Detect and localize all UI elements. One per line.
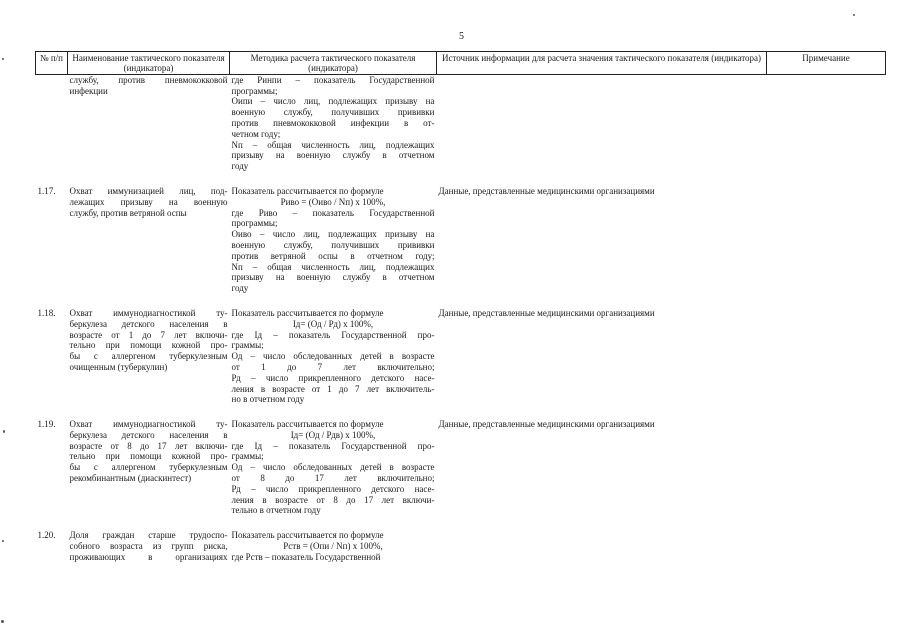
method-line: где Риво – показатель Государственной — [231, 207, 435, 218]
method-line: призыву на военную службу в отчетном — [231, 272, 435, 283]
spacer-cell — [36, 516, 886, 530]
method-line: Рд – число прикрепленного детского насе- — [231, 372, 435, 383]
scan-speck — [3, 430, 5, 433]
row-source: Данные, представленные медицинскими организациями — [438, 307, 655, 318]
name-line: возрасте от 8 до 17 лет включи- — [69, 440, 228, 451]
name-line: возрасте от 1 до 7 лет включи- — [69, 329, 228, 340]
method-line: Показатель рассчитывается по формуле — [231, 185, 384, 196]
method-line: Показатель рассчитывается по формуле — [231, 419, 384, 430]
row-name — [68, 419, 230, 516]
name-line: бы с аллергеном туберкулезным — [69, 462, 228, 473]
header-name: Наименование тактического показателя (индикатора) — [68, 52, 230, 75]
name-line: бы с аллергеном туберкулезным — [69, 351, 228, 362]
row-spacer — [36, 516, 886, 530]
table-row — [36, 308, 886, 405]
row-name — [68, 530, 230, 562]
name-line: Охват иммунодиагностикой ту- — [69, 307, 228, 318]
method-line: четном году; — [231, 128, 281, 139]
header-note: Примечание — [767, 52, 886, 75]
row-spacer — [36, 294, 886, 308]
method-line: где Рств – показатель Государственной — [231, 551, 381, 562]
header-method: Методика расчета тактического показателя (индикатора) — [230, 52, 437, 75]
name-line: Охват иммунодиагностикой ту- — [69, 419, 228, 430]
name-line: собного возраста из групп риска, — [69, 541, 228, 552]
method-line: Показатель рассчитывается по формуле — [231, 307, 384, 318]
row-num — [36, 74, 68, 172]
scan-speck — [1, 620, 4, 623]
method-line: году — [231, 161, 249, 172]
method-line: Оиво – число лиц, подлежащих призыву на — [231, 229, 435, 240]
method-line: программы; — [231, 218, 278, 229]
name-line: проживающих в организациях — [69, 551, 228, 562]
method-line: где Iд – показатель Государственной про- — [231, 440, 435, 451]
table-row — [36, 530, 886, 562]
row-method — [230, 419, 437, 516]
row-num: 1.17. — [37, 185, 56, 196]
method-line: Nп – общая численность лиц, подлежащих — [231, 139, 435, 150]
row-note — [767, 530, 886, 562]
indicator-table — [35, 51, 886, 563]
page-number: 5 — [459, 31, 464, 42]
name-line: Охват иммунизацией лиц, под- — [69, 185, 228, 196]
header-num: № п/п — [36, 52, 68, 75]
row-name — [68, 308, 230, 405]
method-line: Оипи – число лиц, подлежащих призыву на — [231, 96, 435, 107]
method-line: ления в возрасте от 8 до 17 лет включи- — [231, 494, 435, 505]
method-line: граммы; — [231, 451, 264, 462]
method-line: Nп – общая численность лиц, подлежащих — [231, 261, 435, 272]
method-line: призыву на военную службу в отчетном — [231, 150, 435, 161]
method-line: Од – число обследованных детей в возрасте — [231, 351, 435, 362]
method-line: Iд= (Од / Рд) x 100%, — [292, 318, 374, 329]
method-line: тельно в отчетном году — [231, 505, 321, 516]
method-line: граммы; — [231, 340, 264, 351]
row-note — [767, 74, 886, 172]
method-line: военную службу, получивших прививки — [231, 107, 435, 118]
row-name — [68, 74, 230, 172]
table-header-row — [36, 52, 886, 75]
row-method — [230, 74, 437, 172]
name-line: рекомбинантным (диаскинтест) — [69, 473, 192, 484]
method-line: против пневмококковой инфекции в от- — [231, 117, 435, 128]
method-line: Показатель рассчитывается по формуле — [231, 530, 384, 541]
table-row — [36, 186, 886, 294]
name-line: беркулеза детского населения в — [69, 429, 228, 440]
row-name — [68, 186, 230, 294]
name-line: службу, против ветряной оспы — [69, 207, 187, 218]
method-line: ления в возрасте от 1 до 7 лет включитель- — [231, 383, 435, 394]
row-method — [230, 530, 437, 562]
header-source: Источник информации для расчета значения тактического показателя (индикатора) — [437, 52, 767, 75]
row-note — [767, 419, 886, 516]
name-line: инфекции — [69, 85, 108, 96]
row-source: Данные, представленные медицинскими организациями — [438, 185, 655, 196]
table-row — [36, 419, 886, 516]
scan-speck — [853, 14, 855, 16]
row-method — [230, 186, 437, 294]
spacer-cell — [36, 405, 886, 419]
name-line: тельно при помощи кожной про- — [69, 340, 228, 351]
method-line: году — [231, 283, 249, 294]
row-num: 1.20. — [37, 530, 56, 541]
method-line: Рд – число прикрепленного детского насе- — [231, 483, 435, 494]
name-line: очищенным (туберкулин) — [69, 361, 168, 372]
table-row-continuation — [36, 74, 886, 172]
method-line: программы; — [231, 85, 278, 96]
row-note — [767, 186, 886, 294]
row-source — [437, 530, 767, 562]
method-line: от 8 до 17 лет включительно; — [231, 473, 435, 484]
row-spacer — [36, 172, 886, 186]
scan-speck — [2, 540, 4, 542]
row-num: 1.19. — [37, 419, 56, 430]
name-line: Доля граждан старше трудоспо- — [69, 530, 228, 541]
name-line: беркулеза детского населения в — [69, 318, 228, 329]
method-line: военную службу, получивших прививки — [231, 239, 435, 250]
name-line: лежащих призыву на военную — [69, 196, 228, 207]
method-line: где Ринпи – показатель Государственной — [231, 74, 435, 85]
method-line: Од – число обследованных детей в возрасте — [231, 462, 435, 473]
method-line: Iд= (Од / Рдв) x 100%, — [290, 429, 376, 440]
row-num: 1.18. — [37, 307, 56, 318]
row-note — [767, 308, 886, 405]
spacer-cell — [36, 172, 886, 186]
row-source — [437, 74, 767, 172]
method-line: против ветряной оспы в отчетном году; — [231, 250, 435, 261]
method-line: Риво = (Оиво / Nп) x 100%, — [280, 196, 386, 207]
row-source: Данные, представленные медицинскими организациями — [438, 419, 655, 430]
scan-speck — [2, 58, 4, 60]
name-line: тельно при помощи кожной про- — [69, 451, 228, 462]
name-line: службу, против пневмококковой — [69, 74, 228, 85]
method-line: от 1 до 7 лет включительно; — [231, 361, 435, 372]
row-spacer — [36, 405, 886, 419]
method-line: Рств = (Опи / Nп) x 100%, — [283, 541, 383, 552]
method-line: где Iд – показатель Государственной про- — [231, 329, 435, 340]
row-method — [230, 308, 437, 405]
spacer-cell — [36, 294, 886, 308]
method-line: но в отчетном году — [231, 394, 305, 405]
